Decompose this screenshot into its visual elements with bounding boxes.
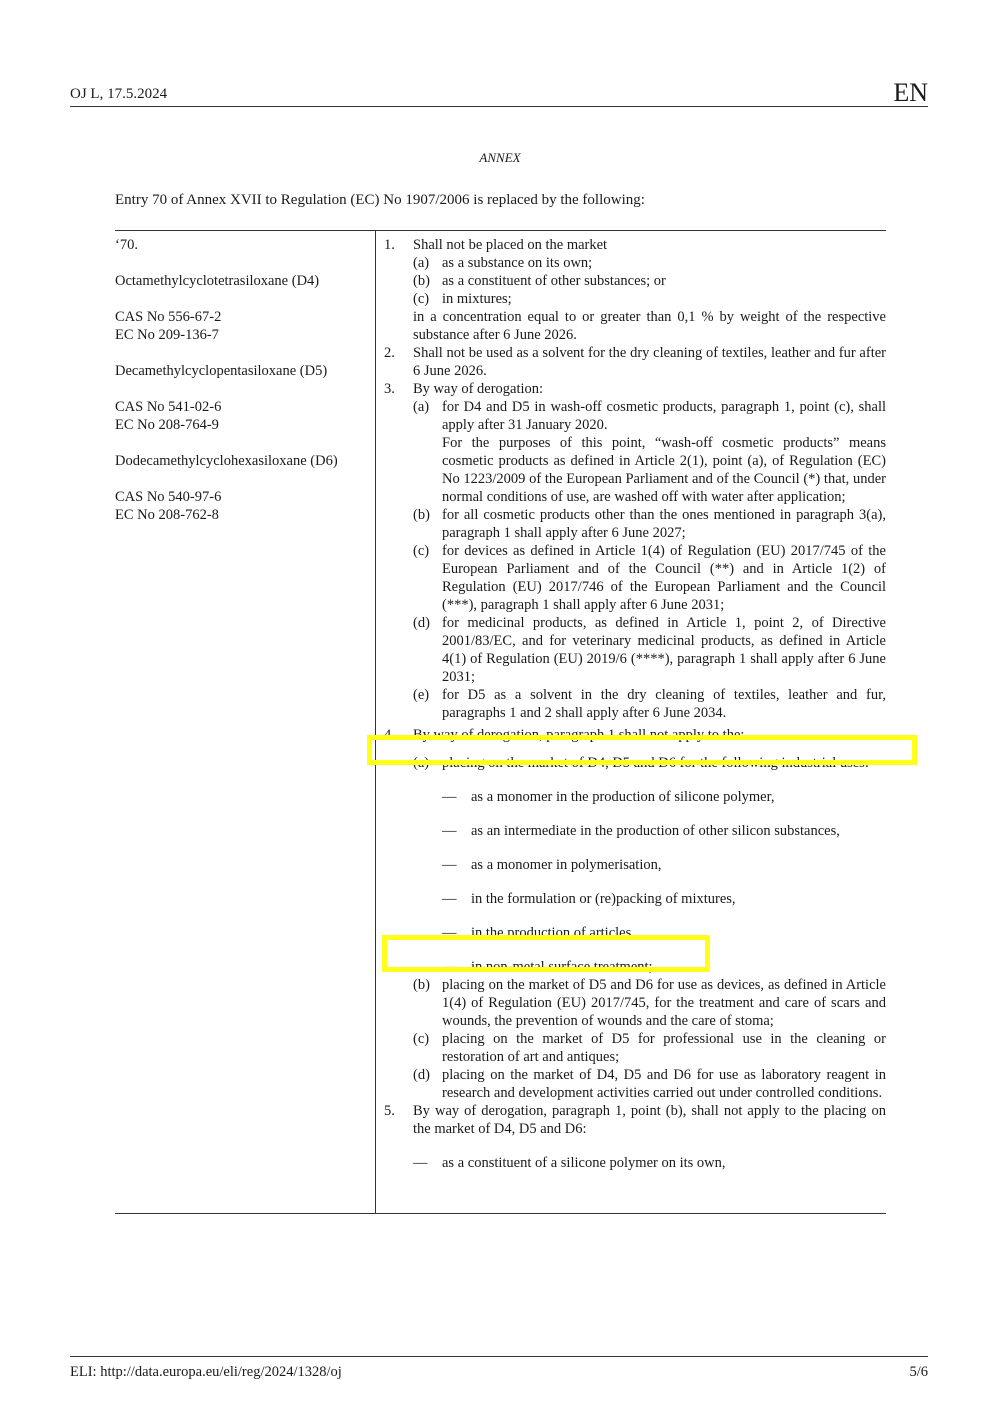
d5-cas: CAS No 541-02-6 bbox=[115, 399, 222, 415]
point-text: placing on the market of D4, D5 and D6 for the following industrial uses: bbox=[442, 755, 869, 771]
highlight-box bbox=[382, 935, 710, 972]
paragraph-number: 5. bbox=[384, 1103, 395, 1119]
d6-name: Dodecamethylcyclohexasiloxane (D6) bbox=[115, 453, 338, 469]
use-text: as a monomer in polymerisation, bbox=[471, 857, 662, 873]
paragraph-5 bbox=[384, 1102, 886, 1138]
paragraph-1-tail: in a concentration equal to or greater than 0,1 % by weight of the respective substance after 6 June 2026. bbox=[413, 309, 886, 343]
point-text: placing on the market of D4, D5 and D6 for use as laboratory reagent in research and development activities carried out under controlled conditions. bbox=[442, 1067, 886, 1101]
d4-name: Octamethylcyclotetrasiloxane (D4) bbox=[115, 273, 320, 289]
dash-marker: — bbox=[442, 823, 457, 839]
point-text: for medicinal products, as defined in Article 1, point 2, of Directive 2001/83/EC, and for veterinary medicinal products, as defined in Article 4(1) of Regulation (EU) 2019/6 (****), paragraph 1 shall apply after 6 June 2031; bbox=[442, 615, 886, 685]
d4-ec: EC No 209-136-7 bbox=[115, 327, 219, 343]
use-text: in the formulation or (re)packing of mixtures, bbox=[471, 891, 736, 907]
table-top-rule bbox=[115, 230, 886, 231]
intro-text: Entry 70 of Annex XVII to Regulation (EC) No 1907/2006 is replaced by the following: bbox=[115, 192, 645, 208]
dash-marker: — bbox=[442, 789, 457, 805]
list-item bbox=[413, 1030, 886, 1066]
header-divider bbox=[70, 106, 928, 107]
substance-column bbox=[115, 236, 365, 524]
list-item bbox=[442, 822, 886, 840]
annex-title: ANNEX bbox=[479, 150, 521, 165]
highlight-box bbox=[367, 735, 917, 765]
use-text: as a constituent of a silicone polymer on its own, bbox=[442, 1155, 726, 1171]
table-column-divider bbox=[375, 230, 376, 1213]
list-item bbox=[413, 398, 886, 434]
list-item bbox=[413, 272, 886, 290]
paragraph-number: 3. bbox=[384, 381, 395, 397]
point-letter: (c) bbox=[413, 291, 430, 307]
paragraph-text: By way of derogation, paragraph 1, point (b), shall not apply to the placing on the market of D4, D5 and D6: bbox=[413, 1103, 886, 1137]
page-number: 5/6 bbox=[909, 1364, 928, 1380]
point-letter: (e) bbox=[413, 687, 430, 703]
point-text: placing on the market of D5 for professional use in the cleaning or restoration of art and antiques; bbox=[442, 1031, 886, 1065]
conditions-column bbox=[384, 236, 886, 1172]
point-letter: (d) bbox=[413, 1067, 430, 1083]
list-item bbox=[442, 788, 886, 806]
footer-divider bbox=[70, 1356, 928, 1357]
paragraph-3 bbox=[384, 380, 886, 398]
paragraph-2 bbox=[384, 344, 886, 380]
d5-ec: EC No 208-764-9 bbox=[115, 417, 219, 433]
point-text: for devices as defined in Article 1(4) of Regulation (EU) 2017/745 of the European Parliament and of the Council (**) and in Article 1(2) of Regulation (EU) 2017/746 of the European Parliament and the Council (***), paragraph 1 shall apply after 6 June 2031; bbox=[442, 543, 886, 613]
list-item bbox=[413, 254, 886, 272]
list-item bbox=[442, 890, 886, 908]
paragraph-text: By way of derogation: bbox=[413, 381, 544, 397]
point-text: for D5 as a solvent in the dry cleaning of textiles, leather and fur, paragraphs 1 and 2 shall apply after 6 June 2034. bbox=[442, 687, 886, 721]
dash-marker: — bbox=[442, 857, 457, 873]
list-item bbox=[413, 976, 886, 1030]
dash-marker: — bbox=[442, 959, 457, 975]
point-letter: (a) bbox=[413, 255, 430, 271]
paragraph-text: By way of derogation, paragraph 1 shall not apply to the: bbox=[413, 727, 745, 743]
d5-name: Decamethylcyclopentasiloxane (D5) bbox=[115, 363, 328, 379]
point-text: for D4 and D5 in wash-off cosmetic products, paragraph 1, point (c), shall apply after 31 January 2020. bbox=[442, 399, 886, 433]
point-letter: (a) bbox=[413, 755, 430, 771]
d6-ec: EC No 208-762-8 bbox=[115, 507, 219, 523]
list-item bbox=[413, 542, 886, 614]
paragraph-number: 2. bbox=[384, 345, 395, 361]
list-item bbox=[413, 506, 886, 542]
d6-cas: CAS No 540-97-6 bbox=[115, 489, 222, 505]
point-letter: (b) bbox=[413, 977, 430, 993]
wash-off-definition: For the purposes of this point, “wash-off cosmetic products” means cosmetic products as defined in Article 2(1), point (a), of Regulation (EC) No 1223/2009 of the European Parliament and of the Council (*) that, under normal conditions of use, are washed off with water after application; bbox=[442, 435, 886, 505]
point-letter: (c) bbox=[413, 1031, 430, 1047]
use-text: in non-metal surface treatment; bbox=[471, 959, 653, 975]
d4-cas: CAS No 556-67-2 bbox=[115, 309, 222, 325]
list-item bbox=[442, 856, 886, 874]
point-text: placing on the market of D5 and D6 for use as devices, as defined in Article 1(4) of Regulation (EU) 2017/745, for the treatment and care of scars and wounds, the prevention of wounds and the care of stoma; bbox=[442, 977, 886, 1029]
language-code: EN bbox=[893, 78, 928, 107]
use-text: in the production of articles, bbox=[471, 925, 635, 941]
use-text: as a monomer in the production of silicone polymer, bbox=[471, 789, 775, 805]
point-text: as a constituent of other substances; or bbox=[442, 273, 666, 289]
point-text: in mixtures; bbox=[442, 291, 512, 307]
point-letter: (a) bbox=[413, 399, 430, 415]
list-item bbox=[413, 686, 886, 722]
paragraph-1 bbox=[384, 236, 886, 254]
point-letter: (b) bbox=[413, 507, 430, 523]
point-text: as a substance on its own; bbox=[442, 255, 593, 271]
point-letter: (c) bbox=[413, 543, 430, 559]
list-item bbox=[413, 1154, 886, 1172]
dash-marker: — bbox=[442, 891, 457, 907]
paragraph-number: 1. bbox=[384, 237, 395, 253]
use-text: as an intermediate in the production of other silicon substances, bbox=[471, 823, 840, 839]
paragraph-text: Shall not be placed on the market bbox=[413, 237, 608, 253]
eli-link[interactable]: ELI: http://data.europa.eu/eli/reg/2024/1328/oj bbox=[70, 1364, 342, 1380]
list-item bbox=[413, 614, 886, 686]
dash-marker: — bbox=[442, 925, 457, 941]
journal-reference: OJ L, 17.5.2024 bbox=[70, 86, 168, 102]
paragraph-text: Shall not be used as a solvent for the dry cleaning of textiles, leather and fur after 6 June 2026. bbox=[413, 345, 886, 379]
dash-marker: — bbox=[413, 1155, 428, 1171]
point-text: for all cosmetic products other than the ones mentioned in paragraph 3(a), paragraph 1 shall apply after 6 June 2027; bbox=[442, 507, 886, 541]
entry-number: ‘70. bbox=[115, 237, 138, 253]
table-bottom-rule bbox=[115, 1213, 886, 1214]
list-item bbox=[413, 290, 886, 308]
point-letter: (b) bbox=[413, 273, 430, 289]
list-item bbox=[413, 1066, 886, 1102]
point-letter: (d) bbox=[413, 615, 430, 631]
paragraph-number: 4. bbox=[384, 727, 395, 743]
